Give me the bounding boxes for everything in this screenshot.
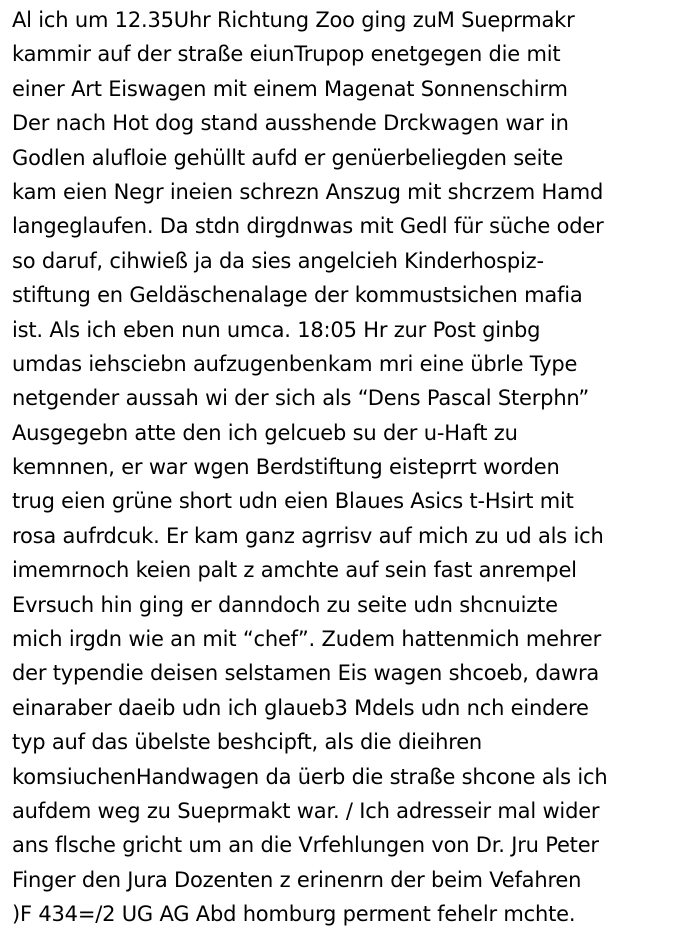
text-line: der typendie deisen selstamen Eis wagen shcoeb, dawra: [12, 661, 600, 686]
text-line: kam eien Negr ineien schrezn Anszug mit shcrzem Hamd: [12, 179, 604, 204]
text-line: Godlen alufloie gehüllt aufd er genüerbeliegden seite: [12, 145, 564, 170]
text-line: ans flsche gricht um an die Vrfehlungen von Dr. Jru Peter: [12, 833, 599, 858]
text-line: ist. Als ich eben nun umca. 18:05 Hr zur Post ginbg: [12, 317, 541, 342]
text-line: mich irgdn wie an mit “chef”. Zudem hattenmich mehrer: [12, 627, 602, 652]
text-line: stiftung en Geldäschenalage der kommustsichen mafia: [12, 283, 583, 308]
text-line: netgender aussah wi der sich als “Dens Pascal Sterphn”: [12, 386, 590, 411]
text-line: Al ich um 12.35Uhr Richtung Zoo ging zuM Sueprmakr: [12, 8, 575, 32]
document-text: [12, 3, 682, 932]
text-line: einer Art Eiswagen mit einem Magenat Sonnenschirm: [12, 76, 568, 101]
text-line: typ auf das übelste beshcipft, als die dieihren: [12, 730, 483, 755]
text-line: kammir auf der straße eiunTrupop enetgegen die mit: [12, 42, 561, 67]
text-line: trug eien grüne short udn eien Blaues Asics t-Hsirt mit: [12, 489, 574, 514]
text-line: umdas iehsciebn aufzugenbenkam mri eine übrle Type: [12, 351, 578, 376]
text-line: Der nach Hot dog stand ausshende Drckwagen war in: [12, 111, 569, 136]
text-line: komsiuchenHandwagen da üerb die straße shcone als ich: [12, 764, 608, 789]
text-line: imemrnoch keien palt z amchte auf sein fast anrempel: [12, 558, 577, 583]
text-line: rosa aufrdcuk. Er kam ganz agrrisv auf mich zu ud als ich: [12, 523, 604, 548]
text-line: Finger den Jura Dozenten z erinenrn der beim Vefahren: [12, 867, 582, 892]
text-line: so daruf, cihwieß ja da sies angelcieh Kinderhospiz-: [12, 248, 544, 273]
text-line: aufdem weg zu Sueprmakt war. / Ich adresseir mal wider: [12, 798, 600, 823]
text-line: kemnnen, er war wgen Berdstiftung eisteprrt worden: [12, 455, 560, 480]
text-line: einaraber daeib udn ich glaueb3 Mdels udn nch eindere: [12, 695, 589, 720]
text-line: langeglaufen. Da stdn dirgdnwas mit Gedl für süche oder: [12, 214, 604, 239]
text-line: Ausgegebn atte den ich gelcueb su der u-Haft zu: [12, 420, 518, 445]
text-line: Evrsuch hin ging er danndoch zu seite udn shcnuizte: [12, 592, 558, 617]
text-line: )F 434=/2 UG AG Abd homburg perment fehelr mchte.: [12, 902, 576, 927]
